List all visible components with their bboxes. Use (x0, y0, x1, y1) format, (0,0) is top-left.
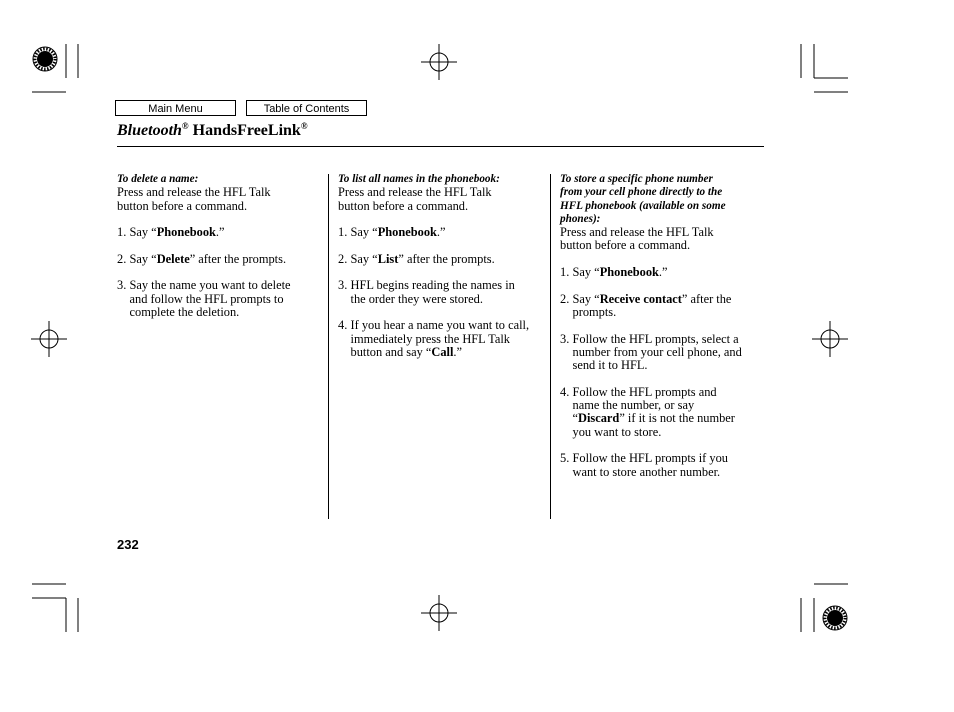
step-1: 1. Say “Phonebook.” (338, 225, 446, 240)
section-heading: To list all names in the phonebook: (338, 173, 500, 185)
step-5: 5. Follow the HFL prompts if you want to store another number. (560, 451, 728, 479)
step-3: 3. Say the name you want to delete and follow the HFL prompts to complete the deletion. (117, 278, 291, 319)
registration-target-bottom-right (823, 606, 847, 630)
main-menu-button[interactable]: Main Menu (115, 100, 236, 116)
step-1: 1. Say “Phonebook.” (560, 265, 668, 280)
delete-name-section: To delete a name: Press and release the HFL Talk button before a command. 1. Say “Phonebook.” 2. Say “Delete” after the prompts. 3. Say the name you want to delete and follow the HFL prompts to complete the deletion. (117, 173, 317, 319)
column-divider-1 (328, 174, 329, 519)
section-heading: To delete a name: (117, 173, 199, 185)
title-rule (117, 146, 764, 147)
step-4: 4. Follow the HFL prompts and name the number, or say “Discard” if it is not the number you want to store. (560, 384, 735, 439)
step-3: 3. Follow the HFL prompts, select a number from your cell phone, and send it to HFL. (560, 331, 742, 373)
step-2: 2. Say “Delete” after the prompts. (117, 251, 287, 266)
page-title: Bluetooth® HandsFreeLink® (117, 121, 308, 139)
step-2: 2. Say “Receive contact” after the prompts. (560, 291, 732, 319)
table-of-contents-button[interactable]: Table of Contents (246, 100, 367, 116)
page-number: 232 (117, 537, 139, 552)
registration-target-top-left (33, 47, 57, 71)
list-names-section: To list all names in the phonebook: Press and release the HFL Talk button before a command. 1. Say “Phonebook.” 2. Say “List” after the prompts. 3. HFL begins reading the names in the order they were stored. 4. If you hear a name you want to call, immediately press the HFL Talk button and say “Call.” (338, 173, 538, 359)
step-4: 4. If you hear a name you want to call, immediately press the HFL Talk button and say “Call.” (338, 318, 530, 359)
store-number-section: To store a specific phone number from your cell phone directly to the HFL phonebook (available on some phones): Press and release the HFL Talk button before a command. 1. Say “Phonebook.” 2. Say “Receive contact” after the prompts. 3. Follow the HFL prompts, select a number from your cell phone, and send it to HFL. 4. Follow the HFL prompts and name the number, or say “Discard” if it is not the number you want to store. 5. Follow the HFL prompts if you want to store another number. (560, 173, 765, 479)
column-divider-2 (550, 174, 551, 519)
step-1: 1. Say “Phonebook.” (117, 225, 225, 240)
step-2: 2. Say “List” after the prompts. (338, 251, 495, 266)
section-heading: To store a specific phone number (560, 173, 713, 185)
step-3: 3. HFL begins reading the names in the order they were stored. (338, 278, 515, 306)
